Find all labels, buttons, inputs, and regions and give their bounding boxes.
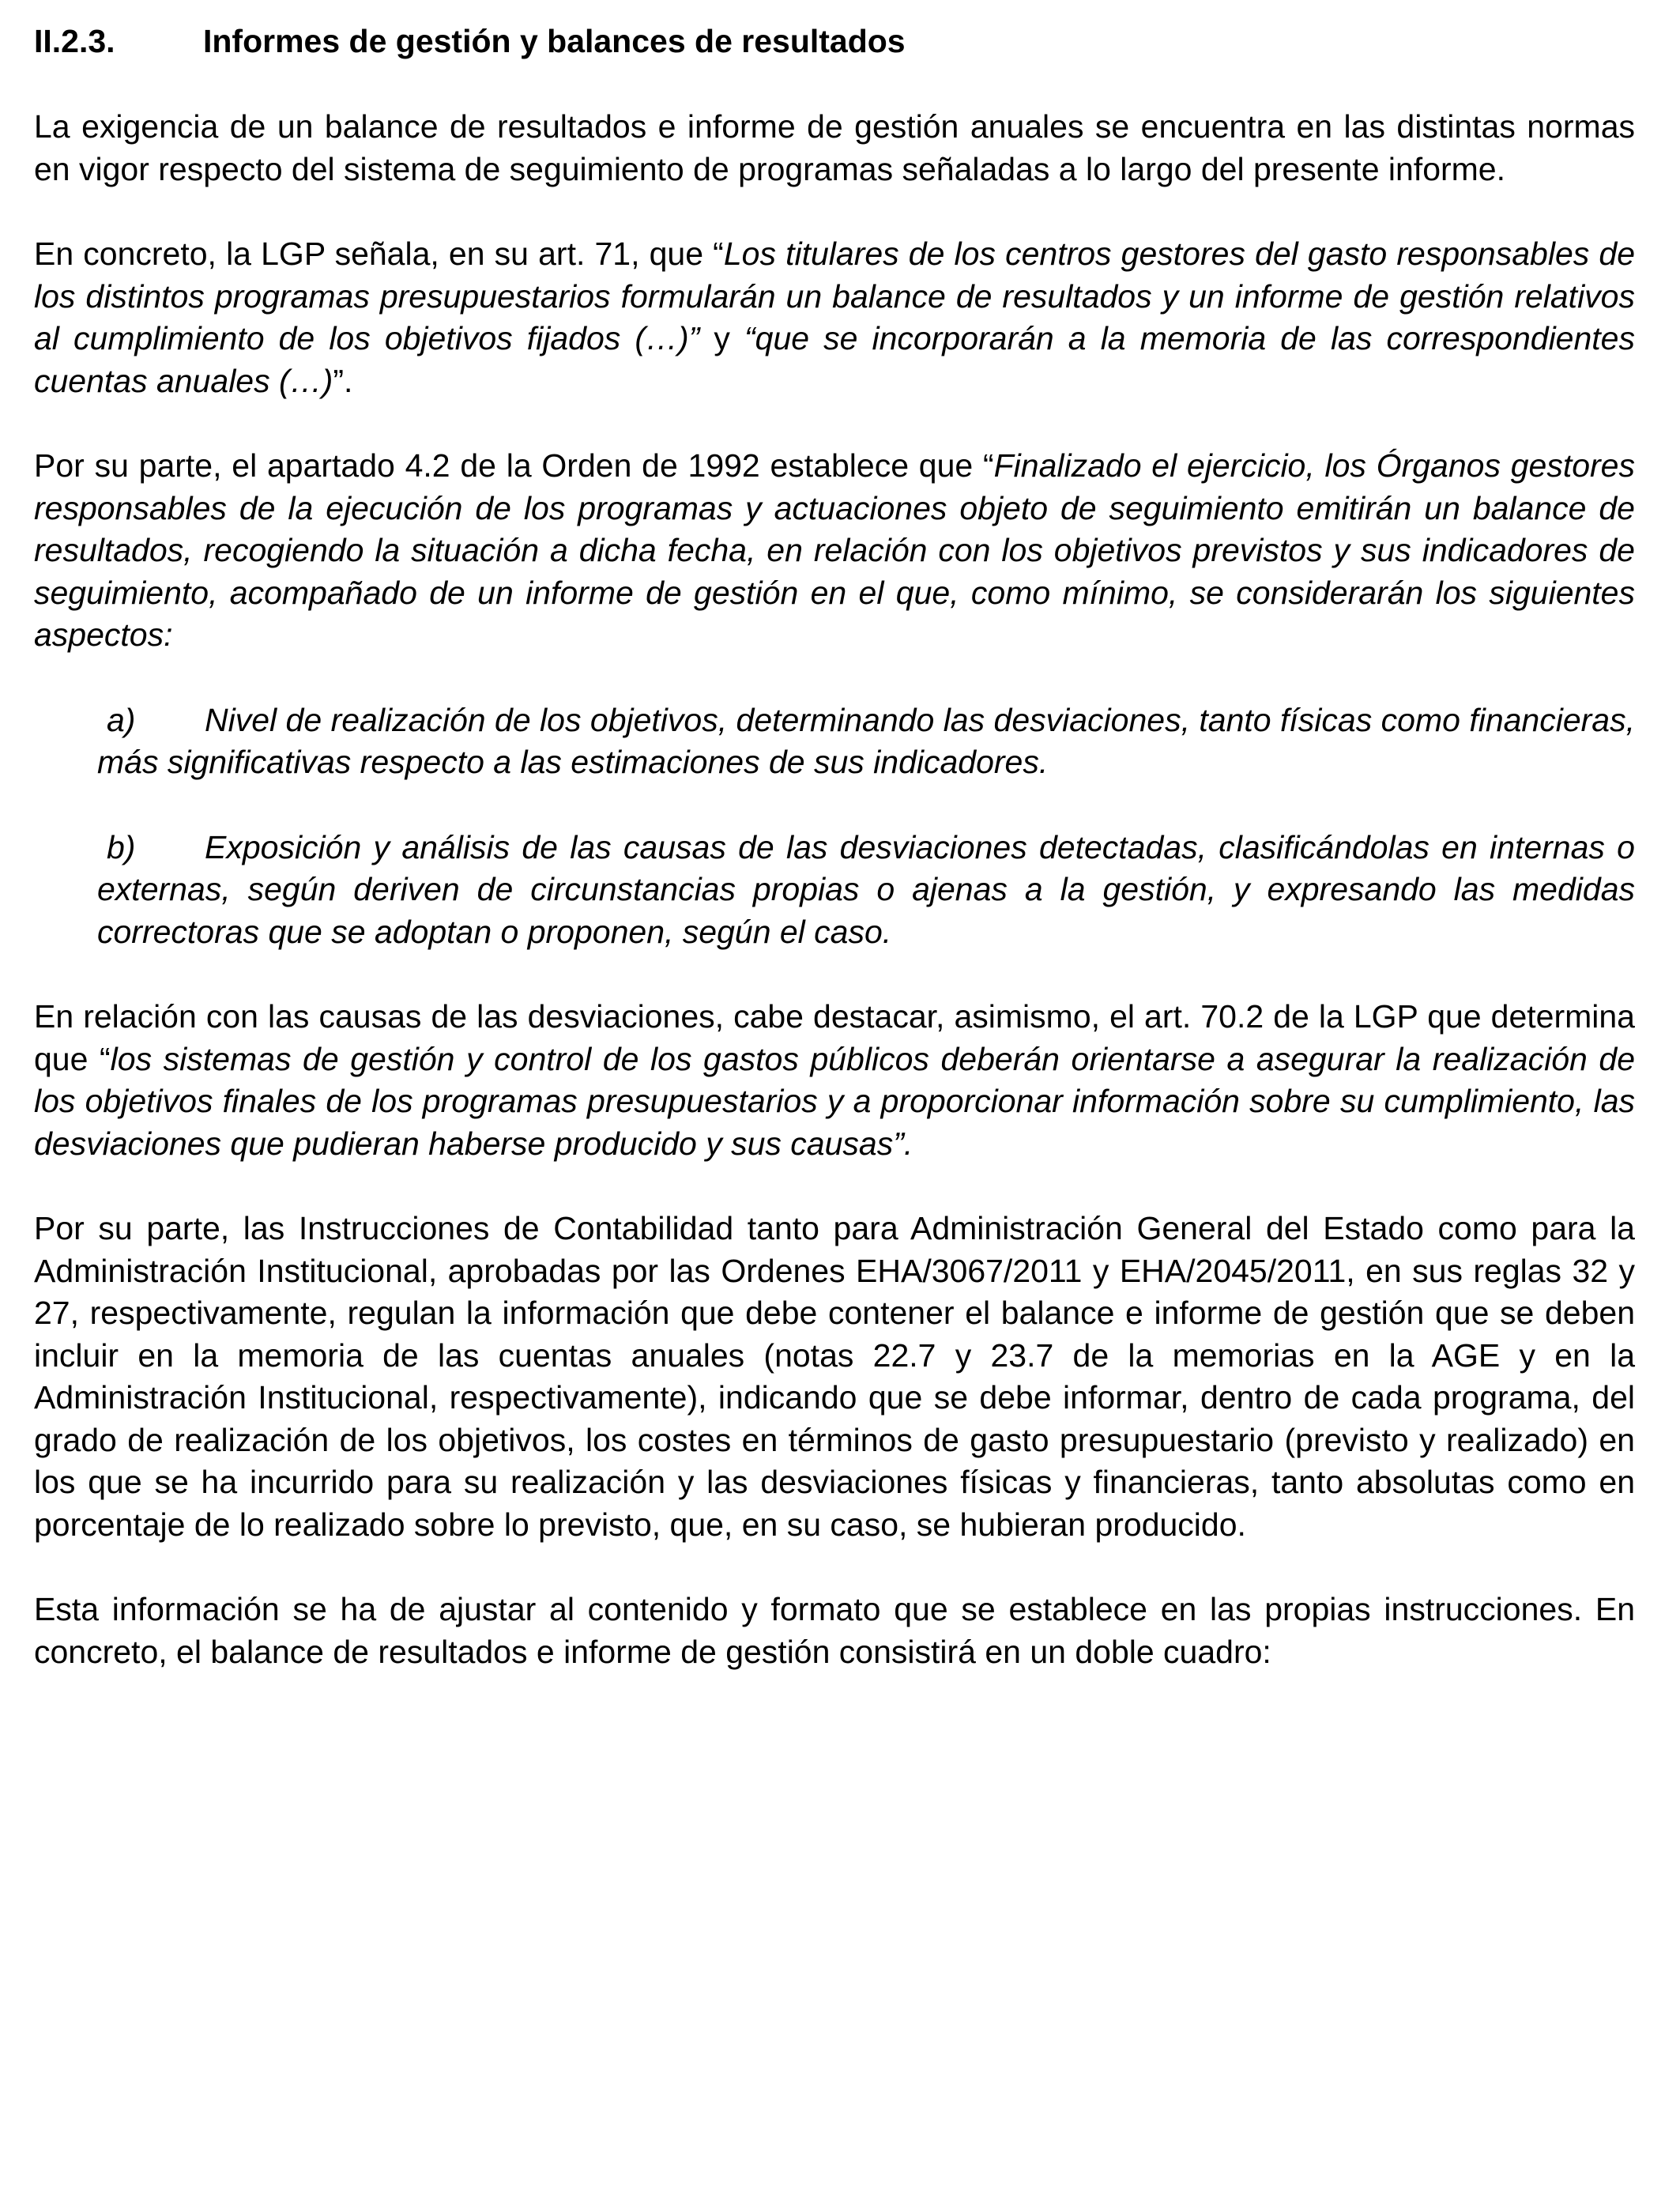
list-item-b-label: b) [107,828,136,865]
paragraph-lgp-art71-middle: y [699,320,744,356]
list-item-b [97,827,1635,954]
paragraph-formato-cuadro: Esta información se ha de ajustar al contenido y formato que se establece en las propias instrucciones. En concreto, el balance de resultados e informe de gestión consistirá en un doble cuadro: [34,1591,1635,1670]
paragraph-orden-1992-intro: Por su parte, el apartado 4.2 de la Orden de 1992 establece que “ [34,447,994,484]
paragraph-lgp-art70-quote: los sistemas de gestión y control de los gastos públicos deberán orientarse a asegurar la realización de los objetivos finales de los programas presupuestarios y a proporcionar información sobre su cumplimiento, las desviaciones que pudieran haberse producido y sus causas”. [34,1040,1636,1162]
paragraph-instrucciones-contabilidad: Por su parte, las Instrucciones de Contabilidad tanto para Administración General del Estado como para la Administración Institucional, aprobadas por las Ordenes EHA/3067/2011 y EHA/2045/2011, en sus reglas 32 y 27, respectivamente, regulan la información que debe contener el balance e informe de gestión que se deben incluir en la memoria de las cuentas anuales (notas 22.7 y 23.7 de la memorias en la AGE y en la Administración Institucional, respectivamente), indicando que se debe informar, dentro de cada programa, del grado de realización de los objetivos, los costes en términos de gasto presupuestario (previsto y realizado) en los que se ha incurrido para su realización y las desviaciones físicas y financieras, tanto absolutas como en porcentaje de lo realizado sobre lo previsto, que, en su caso, se hubieran producido. [34,1210,1635,1543]
paragraph-orden-1992-quote: Finalizado el ejercicio, los Órganos gestores responsables de la ejecución de los programas y actuaciones objeto de seguimiento emitirán un balance de resultados, recogiendo la situación a dicha fecha, en relación con los objetivos previstos y sus indicadores de seguimiento, acompañado de un informe de gestión en el que, como mínimo, se considerarán los siguientes aspectos: [34,447,1635,653]
section-number: II.2.3. [34,23,115,59]
paragraph-orden-1992 [34,445,1635,657]
paragraph-lgp-art70-intro: En relación con las causas de las desviaciones, cabe destacar, asimismo, el art. 70.2 de la LGP que determina que “ [34,998,1635,1077]
paragraph-lgp-art71-end: ”. [333,362,353,399]
paragraph-lgp-art71-quote-2: “que se incorporarán a la memoria de las correspondientes cuentas anuales (…) [34,320,1635,399]
paragraph-lgp-art71-intro: En concreto, la LGP señala, en su art. 71, que “ [34,236,724,272]
list-item-a [97,699,1635,784]
paragraph-lgp-art71 [34,233,1635,402]
document-page [34,0,1635,1673]
section-title: Informes de gestión y balances de resultados [203,23,906,59]
paragraph-balance-requirement: La exigencia de un balance de resultados e informe de gestión anuales se encuentra en las distintas normas en vigor respecto del sistema de seguimiento de programas señaladas a lo largo del presente informe. [34,108,1635,187]
paragraph-lgp-art70 [34,996,1635,1165]
list-item-a-label: a) [107,701,136,738]
list-item-a-text: Nivel de realización de los objetivos, determinando las desviaciones, tanto físicas como financieras, más significativas respecto a las estimaciones de sus indicadores. [97,701,1635,780]
section-heading [34,0,1635,65]
paragraph-lgp-art71-quote-1: Los titulares de los centros gestores del gasto responsables de los distintos programas presupuestarios formularán un balance de resultados y un informe de gestión relativos al cumplimiento de los objetivos fijados (…)” [34,236,1635,356]
list-item-b-text: Exposición y análisis de las causas de las desviaciones detectadas, clasificándolas en internas o externas, según deriven de circunstancias propias o ajenas a la gestión, y expresando las medidas correctoras que se adoptan o proponen, según el caso. [97,828,1635,950]
